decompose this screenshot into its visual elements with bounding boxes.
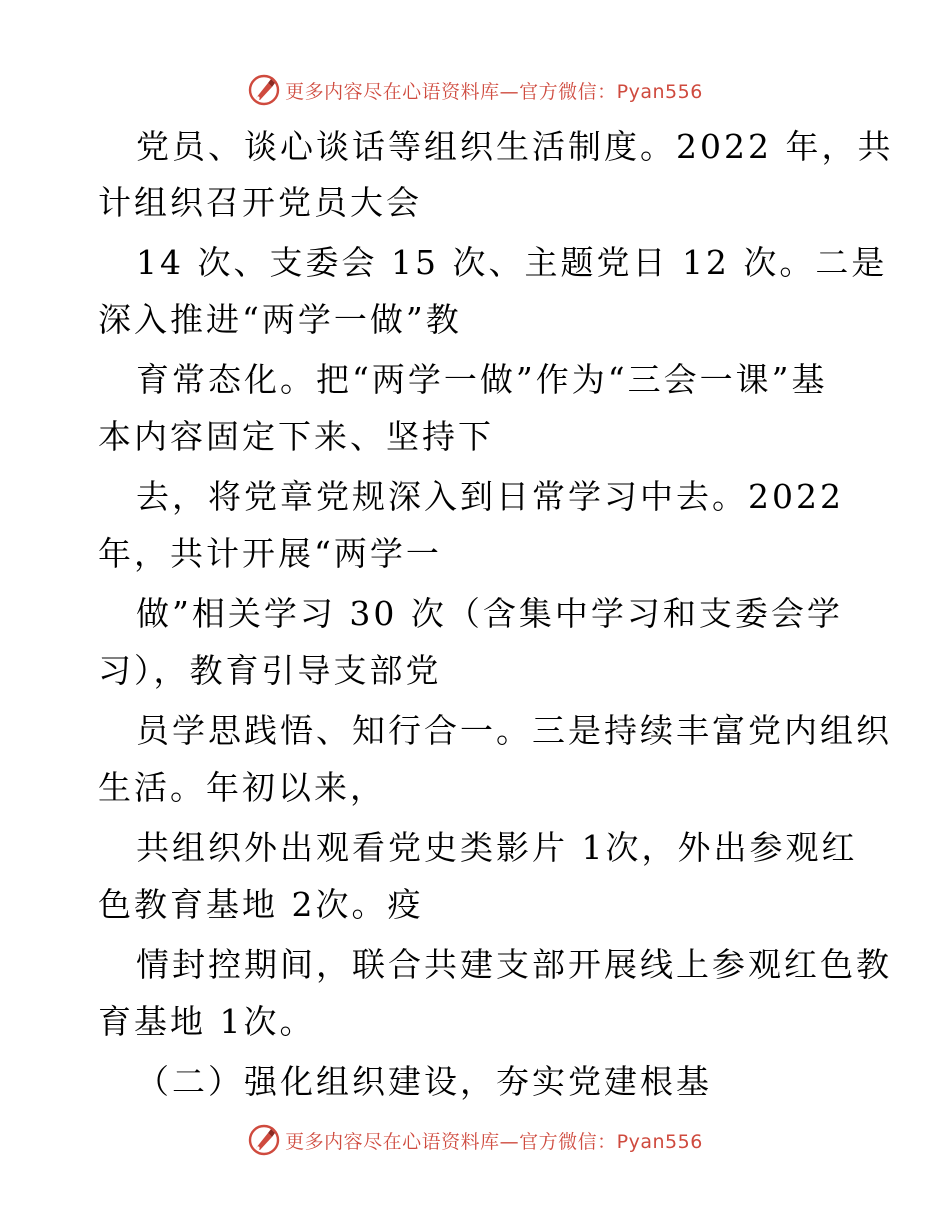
body-line-4: 深入推进“两学一做”教 (98, 300, 462, 339)
body-line-13: 共组织外出观看党史类影片 1次，外出参观红 (136, 828, 858, 867)
body-line-5: 育常态化。把“两学一做”作为“三会一课”基 (136, 360, 828, 399)
section-heading: （二）强化组织建设，夯实党建根基 (136, 1062, 712, 1101)
body-line-16: 育基地 1次。 (98, 1002, 316, 1041)
watermark-footer (0, 1120, 950, 1160)
body-line-3: 14 次、支委会 15 次、主题党日 12 次。二是 (136, 243, 888, 282)
body-line-7: 去，将党章党规深入到日常学习中去。2022 (136, 477, 844, 516)
watermark-text: 更多内容尽在心语资料库—官方微信：Pyan556 (285, 80, 703, 103)
body-line-9: 做”相关学习 30 次（含集中学习和支委会学 (136, 594, 843, 633)
pen-logo-icon (247, 1123, 281, 1157)
body-line-6: 本内容固定下来、坚持下 (98, 417, 494, 456)
body-line-12: 生活。年初以来， (98, 768, 386, 807)
body-line-11: 员学思践悟、知行合一。三是持续丰富党内组织 (136, 711, 892, 750)
body-line-10: 习），教育引导支部党 (98, 651, 442, 690)
body-line-14: 色教育基地 2次。疫 (98, 885, 424, 924)
body-line-2: 计组织召开党员大会 (98, 183, 422, 222)
watermark-header (0, 70, 950, 110)
body-line-15: 情封控期间，联合共建支部开展线上参观红色教 (136, 945, 892, 984)
body-line-8: 年，共计开展“两学一 (98, 534, 442, 573)
body-line-1: 党员、谈心谈话等组织生活制度。2022 年，共 (136, 127, 894, 166)
watermark-text: 更多内容尽在心语资料库—官方微信：Pyan556 (285, 1130, 703, 1153)
pen-logo-icon (247, 73, 281, 107)
